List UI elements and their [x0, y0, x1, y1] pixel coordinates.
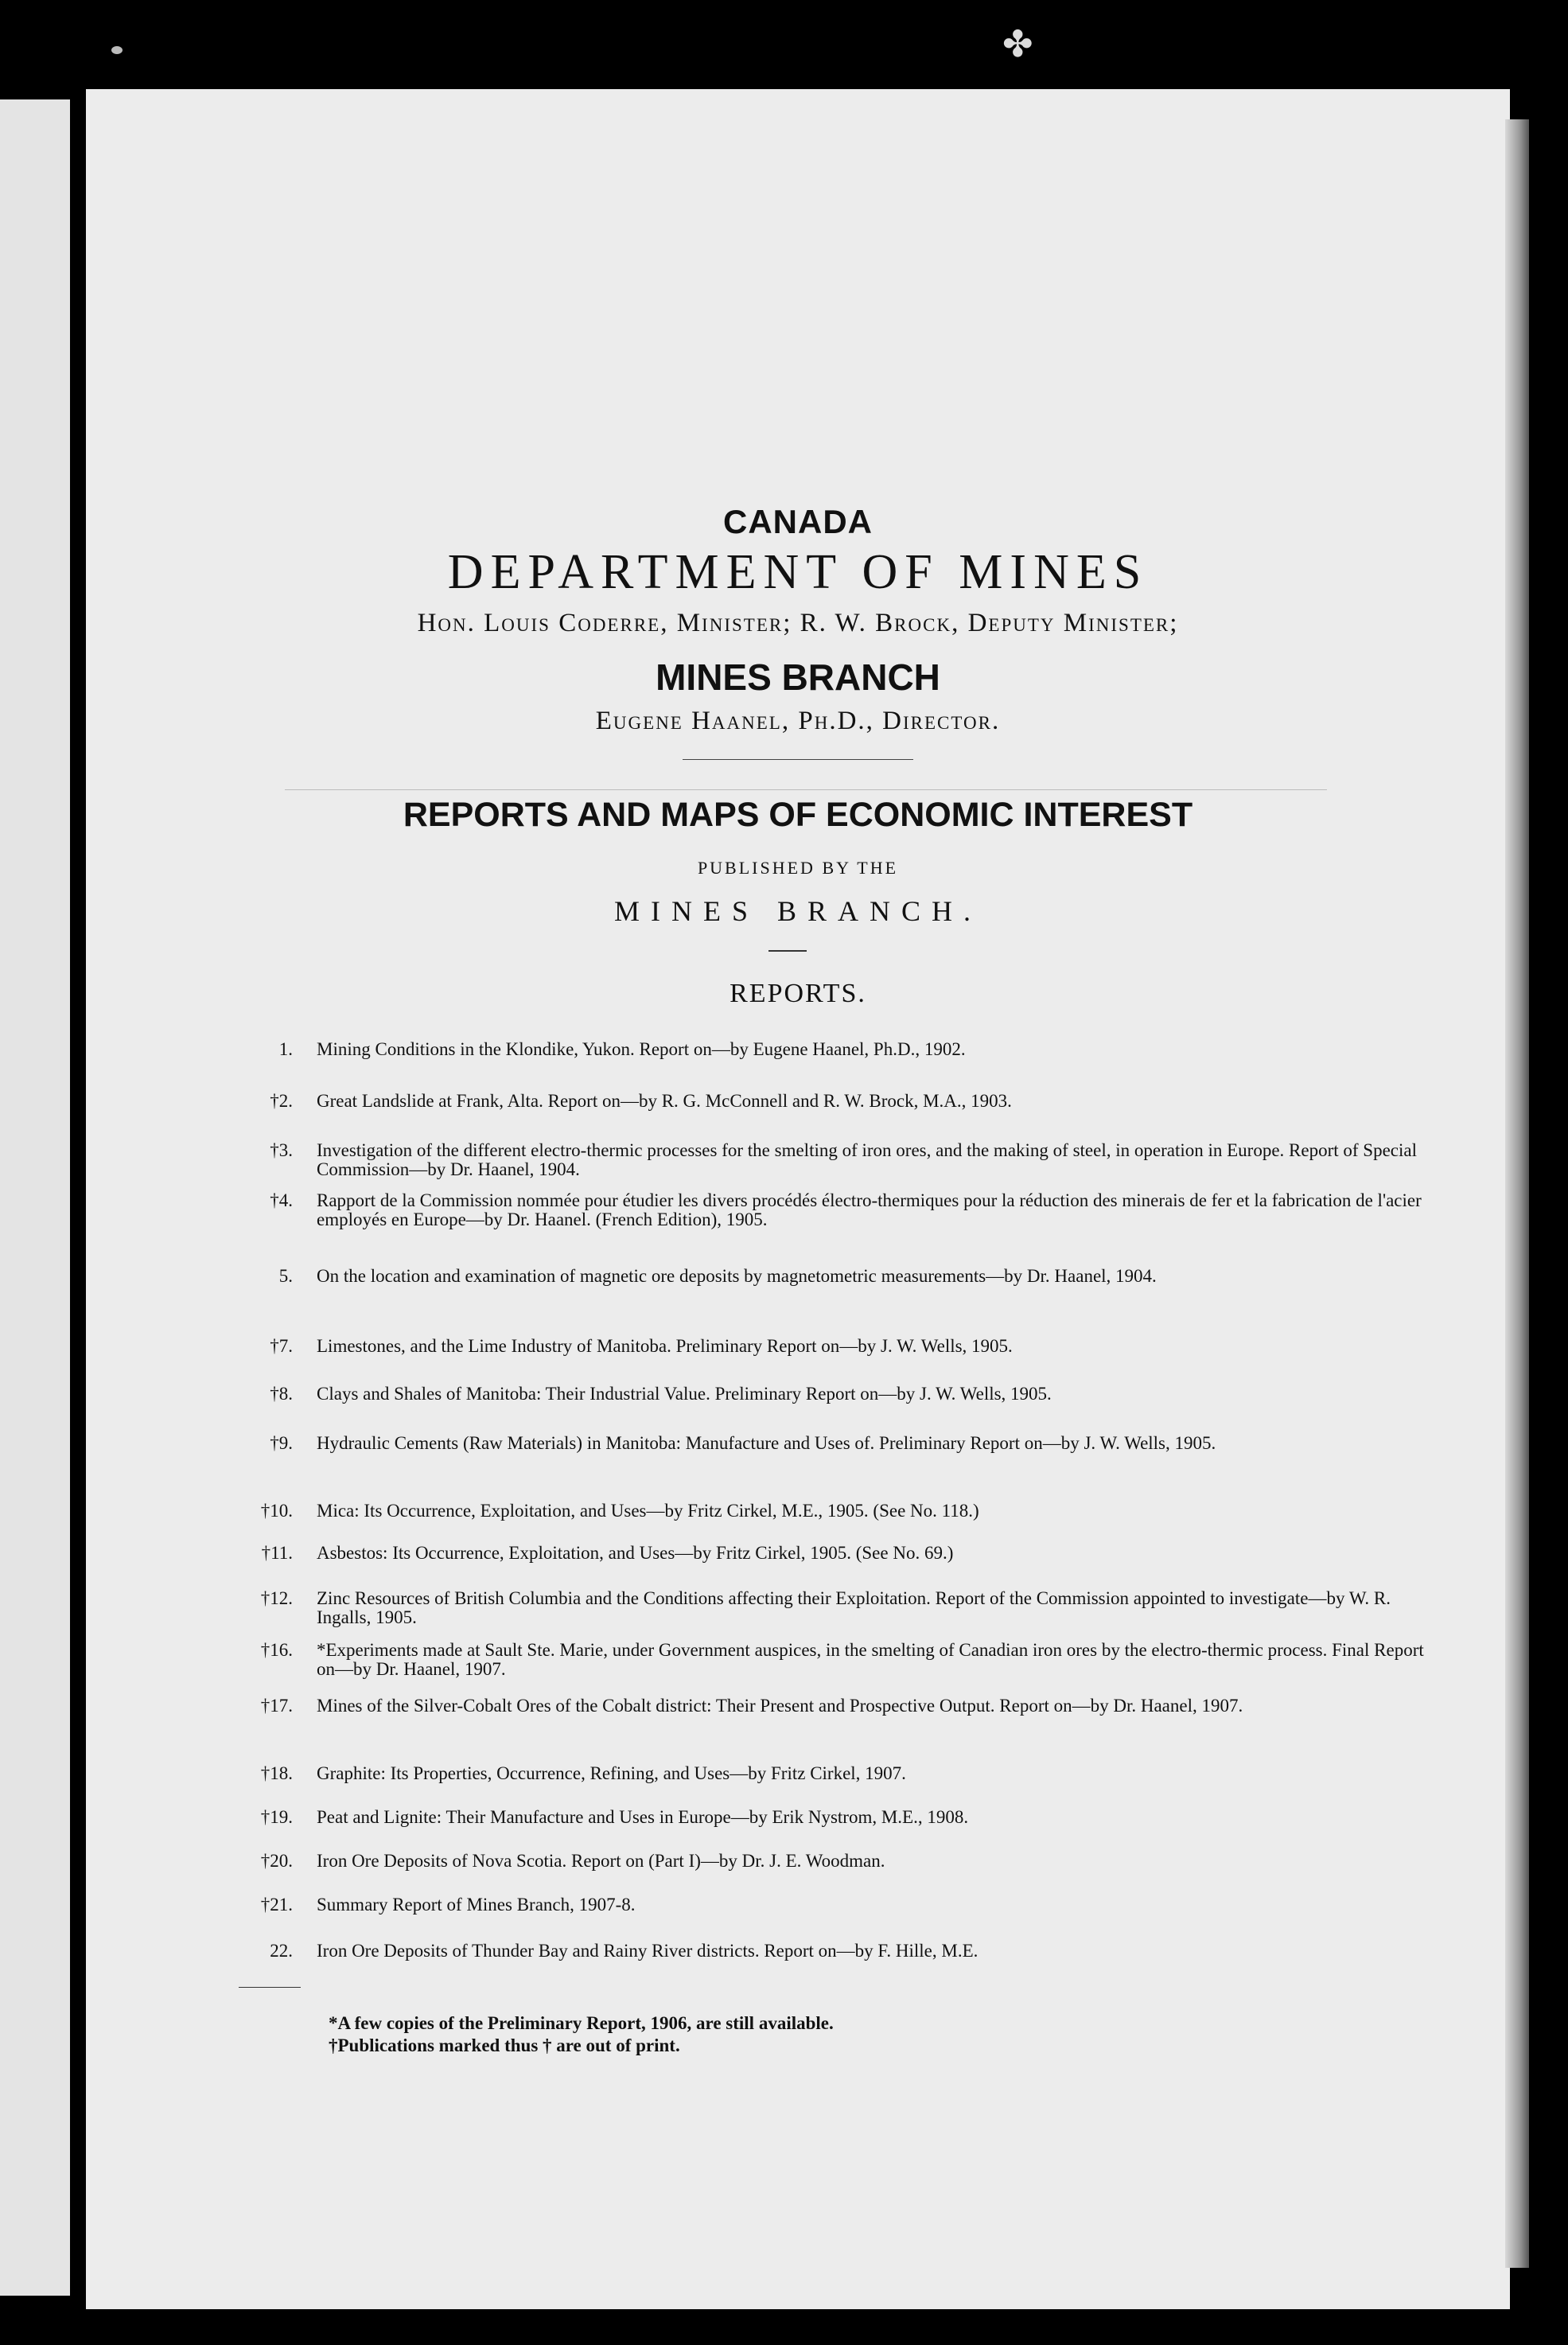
item-text: Limestones, and the Lime Industry of Manitoba. Preliminary Report on—by J. W. Wells, 1905.	[317, 1336, 1013, 1356]
page-title: REPORTS AND MAPS OF ECONOMIC INTEREST	[403, 796, 1193, 834]
item-text: Asbestos: Its Occurrence, Exploitation, and Uses—by Fritz Cirkel, 1905. (See No. 69.)	[317, 1543, 954, 1563]
item-number: †12.	[260, 1588, 293, 1608]
item-number: 5.	[278, 1266, 293, 1286]
item-number: †2.	[270, 1091, 293, 1111]
branch-heading: MINES BRANCH	[656, 656, 940, 698]
item-number: †17.	[260, 1696, 293, 1716]
footnote-asterisk: *A few copies of the Preliminary Report, 1906, are still available.	[329, 2013, 834, 2033]
item-number: †7.	[270, 1336, 293, 1356]
item-number: †10.	[260, 1501, 293, 1521]
item-number: †20.	[260, 1851, 293, 1871]
item-number: †9.	[270, 1433, 293, 1453]
item-text: Summary Report of Mines Branch, 1907-8.	[317, 1895, 636, 1915]
item-number: †4.	[270, 1190, 293, 1210]
page-edge-shadow	[1505, 119, 1529, 2268]
item-number: †19.	[260, 1807, 293, 1827]
section-heading: REPORTS.	[730, 979, 866, 1008]
document-page	[86, 89, 1510, 2309]
item-number: 22.	[270, 1941, 293, 1961]
item-text: Clays and Shales of Manitoba: Their Industrial Value. Preliminary Report on—by J. W. Wells, 1905.	[317, 1384, 1052, 1404]
short-divider	[768, 950, 807, 952]
divider-long	[285, 789, 1327, 790]
item-text: Graphite: Its Properties, Occurrence, Refining, and Uses—by Fritz Cirkel, 1907.	[317, 1763, 906, 1783]
item-number: †8.	[270, 1384, 293, 1404]
item-text: Hydraulic Cements (Raw Materials) in Manitoba: Manufacture and Uses of. Preliminary Report on—by J. W. Wells, 1905.	[317, 1433, 1216, 1453]
scan-speck	[111, 46, 123, 54]
adjacent-page-edge	[0, 99, 70, 2296]
item-text: Investigation of the different electro-thermic processes for the smelting of iron ores, and the making of steel, in operation in Europe. Report of Special Commission—by Dr. Haanel, 1904.	[317, 1140, 1417, 1179]
item-text: Iron Ore Deposits of Thunder Bay and Rainy River districts. Report on—by F. Hille, M.E.	[317, 1941, 979, 1961]
item-number: †11.	[261, 1543, 293, 1563]
item-number: †16.	[260, 1640, 293, 1660]
director-line: Eugene Haanel, Ph.D., Director.	[595, 707, 1001, 735]
footnote-dagger: †Publications marked thus † are out of print.	[329, 2035, 680, 2055]
item-number: †21.	[260, 1895, 293, 1915]
item-number: 1.	[278, 1039, 293, 1059]
item-text: Mica: Its Occurrence, Exploitation, and Uses—by Fritz Cirkel, M.E., 1905. (See No. 118.)	[317, 1501, 979, 1521]
item-text: Zinc Resources of British Columbia and the Conditions affecting their Exploitation. Report of the Commission appointed to investigate—by W. R. Ingalls, 1905.	[317, 1588, 1391, 1627]
item-text: On the location and examination of magnetic ore deposits by magnetometric measurements—by Dr. Haanel, 1904.	[317, 1266, 1157, 1286]
item-text: *Experiments made at Sault Ste. Marie, under Government auspices, in the smelting of Canadian iron ores by the electro-thermic process. Final Report on—by Dr. Haanel, 1907.	[317, 1640, 1424, 1679]
item-text: Iron Ore Deposits of Nova Scotia. Report on (Part I)—by Dr. J. E. Woodman.	[317, 1851, 885, 1871]
item-text: Peat and Lignite: Their Manufacture and Uses in Europe—by Erik Nystrom, M.E., 1908.	[317, 1807, 969, 1827]
officials-line: Hon. Louis Coderre, Minister; R. W. Brock, Deputy Minister;	[417, 609, 1179, 637]
item-number: †18.	[260, 1763, 293, 1783]
published-by: PUBLISHED BY THE	[697, 858, 899, 878]
item-text: Mines of the Silver-Cobalt Ores of the Cobalt district: Their Present and Prospective Output. Report on—by Dr. Haanel, 1907.	[317, 1696, 1243, 1716]
item-number: †3.	[270, 1140, 293, 1160]
item-text: Mining Conditions in the Klondike, Yukon. Report on—by Eugene Haanel, Ph.D., 1902.	[317, 1039, 966, 1059]
publisher-name: MINES BRANCH.	[613, 895, 982, 927]
divider	[683, 759, 913, 760]
item-text: Great Landslide at Frank, Alta. Report on—by R. G. McConnell and R. W. Brock, M.A., 1903.	[317, 1091, 1012, 1111]
country-heading: CANADA	[723, 503, 873, 540]
footnote-divider	[239, 1987, 301, 1988]
scan-mark-icon: ✤	[1002, 22, 1033, 65]
item-text: Rapport de la Commission nommée pour étudier les divers procédés électro-thermiques pour la réduction des minerais de fer et la fabrication de l'acier employés en Europe—by Dr. Haanel. (French Edition), 1905.	[317, 1190, 1422, 1229]
department-heading: DEPARTMENT OF MINES	[447, 545, 1149, 599]
